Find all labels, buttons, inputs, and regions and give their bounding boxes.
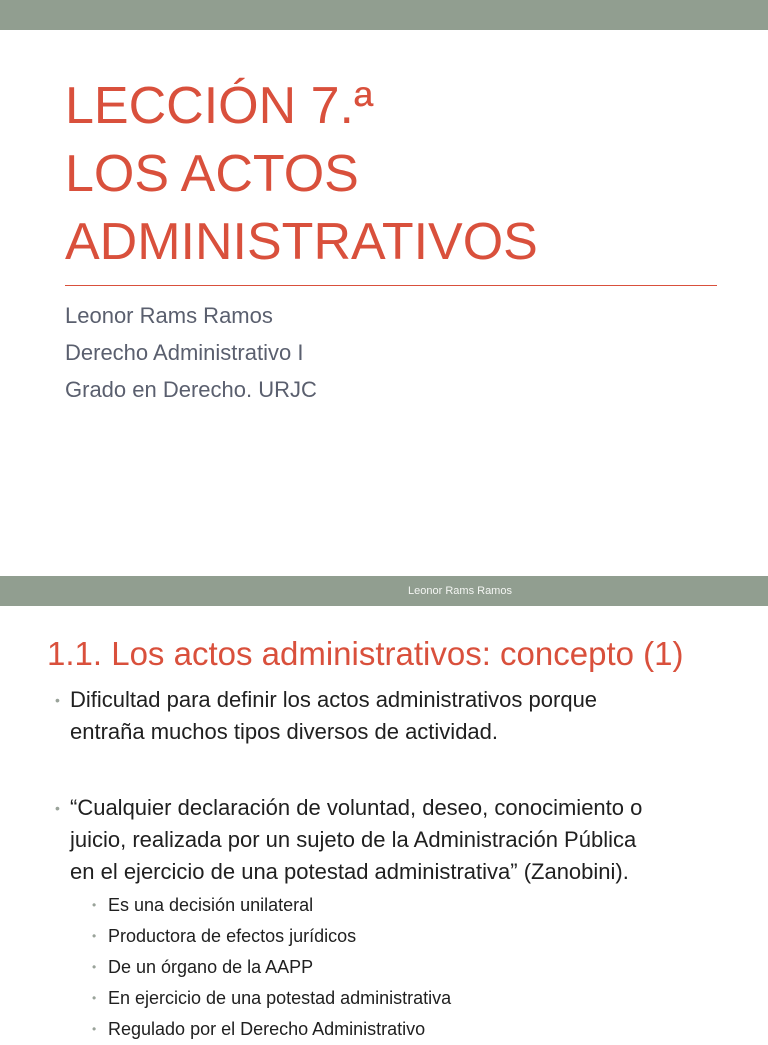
bullet-line: Dificultad para definir los actos administrativos porque [70,687,598,712]
sub-bullet-item [92,983,755,1014]
bullet-line: entraña muchos tipos diversos de actividad. [70,719,499,744]
sub-bullet-item [92,921,755,952]
sub-bullet-dot-icon: • [92,1022,97,1036]
slide1-title-line-2: LOS ACTOS [65,145,359,203]
sub-bullet-text: En ejercicio de una potestad administrativa [108,988,452,1008]
bullet-dot-icon: • [55,692,60,708]
sub-bullet-dot-icon: • [92,960,97,974]
slide1-title-line-1: LECCIÓN 7.ª [65,77,374,135]
sub-bullet-item [92,890,755,921]
sub-bullet-item [92,952,755,983]
bullet-item-2 [55,792,755,1045]
slide1-title-line-3: ADMINISTRATIVOS [65,213,538,271]
sub-bullet-item [92,1014,755,1045]
bullet-line: “Cualquier declaración de voluntad, deseo, conocimiento o [70,795,643,820]
slide1-subtitle [65,297,725,408]
sub-bullet-text: De un órgano de la AAPP [108,957,314,977]
bullet-item-1 [55,684,755,748]
sub-bullet-text: Regulado por el Derecho Administrativo [108,1019,426,1039]
slide1-title [65,72,745,276]
slide1-divider [65,285,717,286]
slide1-course: Derecho Administrativo I [65,340,304,365]
sub-bullet-list [70,890,755,1045]
slide2-title: 1.1. Los actos administrativos: concepto (1) [47,635,684,672]
slide2-footer-author: Leonor Rams Ramos [408,585,512,597]
sub-bullet-text: Productora de efectos jurídicos [108,926,357,946]
slide1-degree: Grado en Derecho. URJC [65,377,317,402]
sub-bullet-text: Es una decisión unilateral [108,895,314,915]
slide2-bullet-list [55,684,755,1045]
bullet-dot-icon: • [55,800,60,816]
sub-bullet-dot-icon: • [92,898,97,912]
sub-bullet-dot-icon: • [92,991,97,1005]
bullet-line: juicio, realizada por un sujeto de la Administración Pública [70,827,637,852]
sub-bullet-dot-icon: • [92,929,97,943]
bullet-line: en el ejercicio de una potestad administrativa” (Zanobini). [70,859,629,884]
slide1-author: Leonor Rams Ramos [65,303,273,328]
slide1-top-bar [0,0,768,30]
